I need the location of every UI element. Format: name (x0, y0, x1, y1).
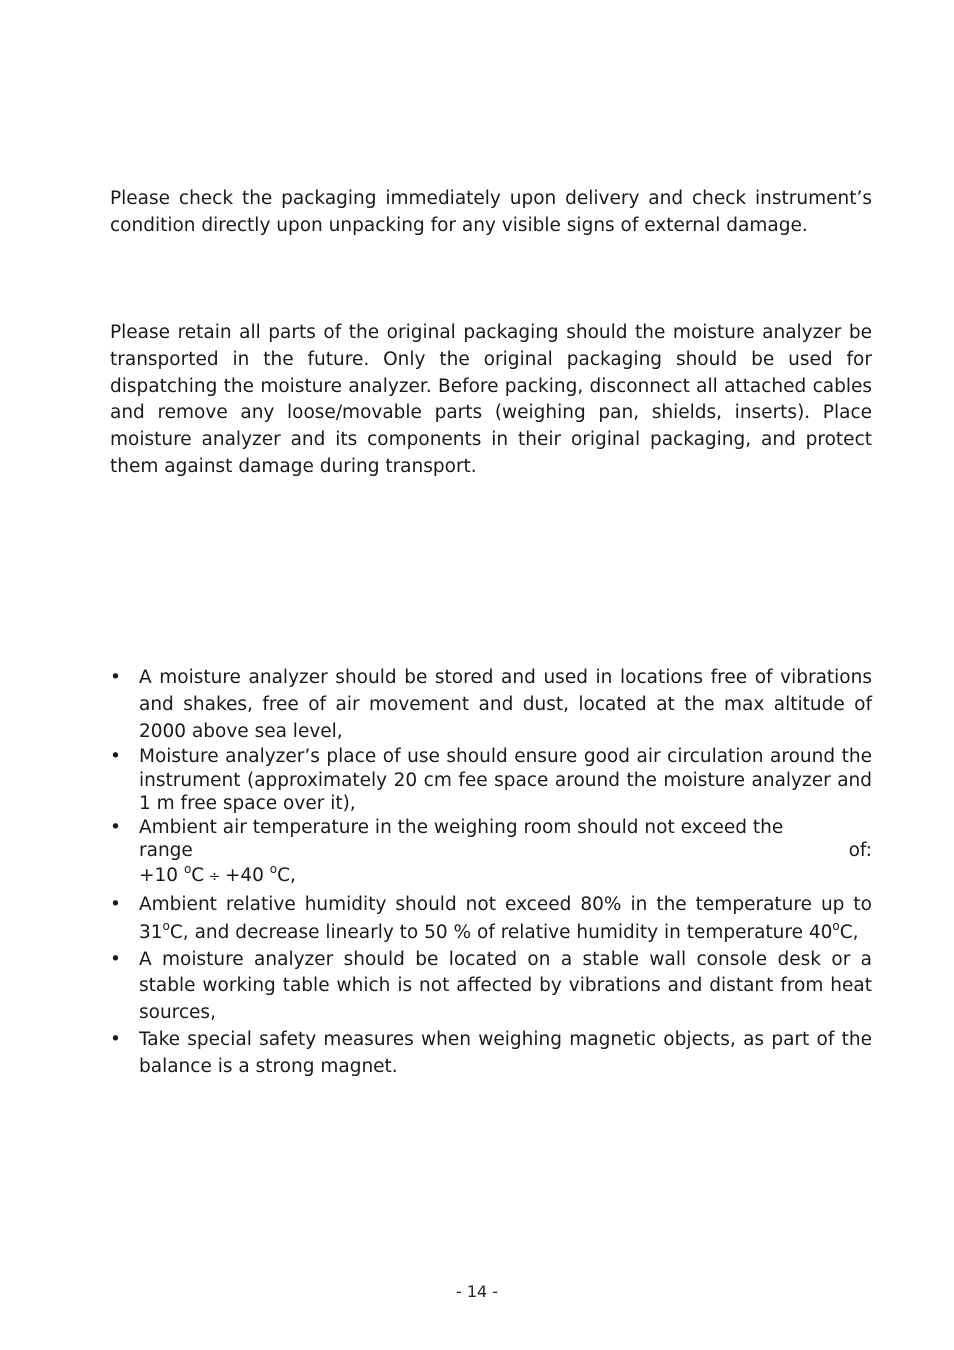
degree-icon: o (832, 918, 840, 933)
list-item (110, 816, 872, 891)
list-item (110, 745, 872, 816)
bullet-icon: • (110, 816, 121, 838)
bullet-text-humidity-a: Ambient relative humidity should not exceed 80% in the temperature up to 31 (139, 893, 872, 943)
bullet-text-magnetic: Take special safety measures when weighing magnetic objects, as part of the balance is a strong magnet. (139, 1029, 872, 1077)
bullet-icon: • (110, 667, 121, 688)
bullet-icon: • (110, 948, 121, 970)
bullet-icon: • (110, 893, 121, 915)
bullet-text-humidity-c: C, (839, 921, 859, 943)
delivery-paragraph: Please check the packaging immediately upon delivery and check instrument’s condition directly upon unpacking for any visible signs of external damage. (110, 188, 872, 236)
temp-unit: C (191, 864, 205, 886)
requirements-list (110, 665, 872, 1081)
bullet-text-humidity-b: C, and decrease linearly to 50 % of relative humidity in temperature 40 (169, 921, 833, 943)
list-item (110, 947, 872, 1027)
list-item (110, 665, 872, 745)
temp-end: C, (277, 864, 296, 886)
temp-min-value: +10 (139, 864, 184, 886)
degree-icon: o (183, 861, 192, 876)
list-item (110, 1027, 872, 1081)
temperature-range-row (139, 839, 872, 863)
degree-icon: o (162, 918, 170, 933)
list-item (110, 891, 872, 947)
page-number: - 14 - (455, 1282, 499, 1301)
bullet-text-temperature: Ambient air temperature in the weighing room should not exceed the (139, 816, 784, 838)
bullet-icon: • (110, 746, 121, 768)
bullet-text-location: A moisture analyzer should be stored and used in locations free of vibrations and shakes, free of air movement and dust, located at the max altitude of 2000 above sea level, (139, 667, 872, 742)
packaging-paragraph: Please retain all parts of the original packaging should the moisture analyzer be transported in the future. Only the original packaging should be used for dispatching the moisture analyzer. Before packing, disconnect all attached cables and remove any loose/movable parts (weighing pan, shields, inserts). Place moisture analyzer and its components in their original packaging, and protect them against damage during transport. (110, 322, 872, 477)
of-word: of: (848, 840, 872, 862)
temp-max-value: +40 (224, 864, 270, 886)
divide-icon: ÷ (204, 868, 225, 885)
bullet-icon: • (110, 1029, 121, 1051)
bullet-text-circulation: Moisture analyzer’s place of use should ensure good air circulation around the instrument (approximately 20 cm fee space around the moisture analyzer and 1 m free space over it), (139, 746, 872, 815)
degree-icon: o (269, 861, 278, 876)
bullet-text-placement: A moisture analyzer should be located on a stable wall console desk or a stable working table which is not affected by vibrations and distant from heat sources, (139, 948, 872, 1024)
temperature-values (139, 863, 872, 891)
range-word: range (139, 840, 193, 862)
